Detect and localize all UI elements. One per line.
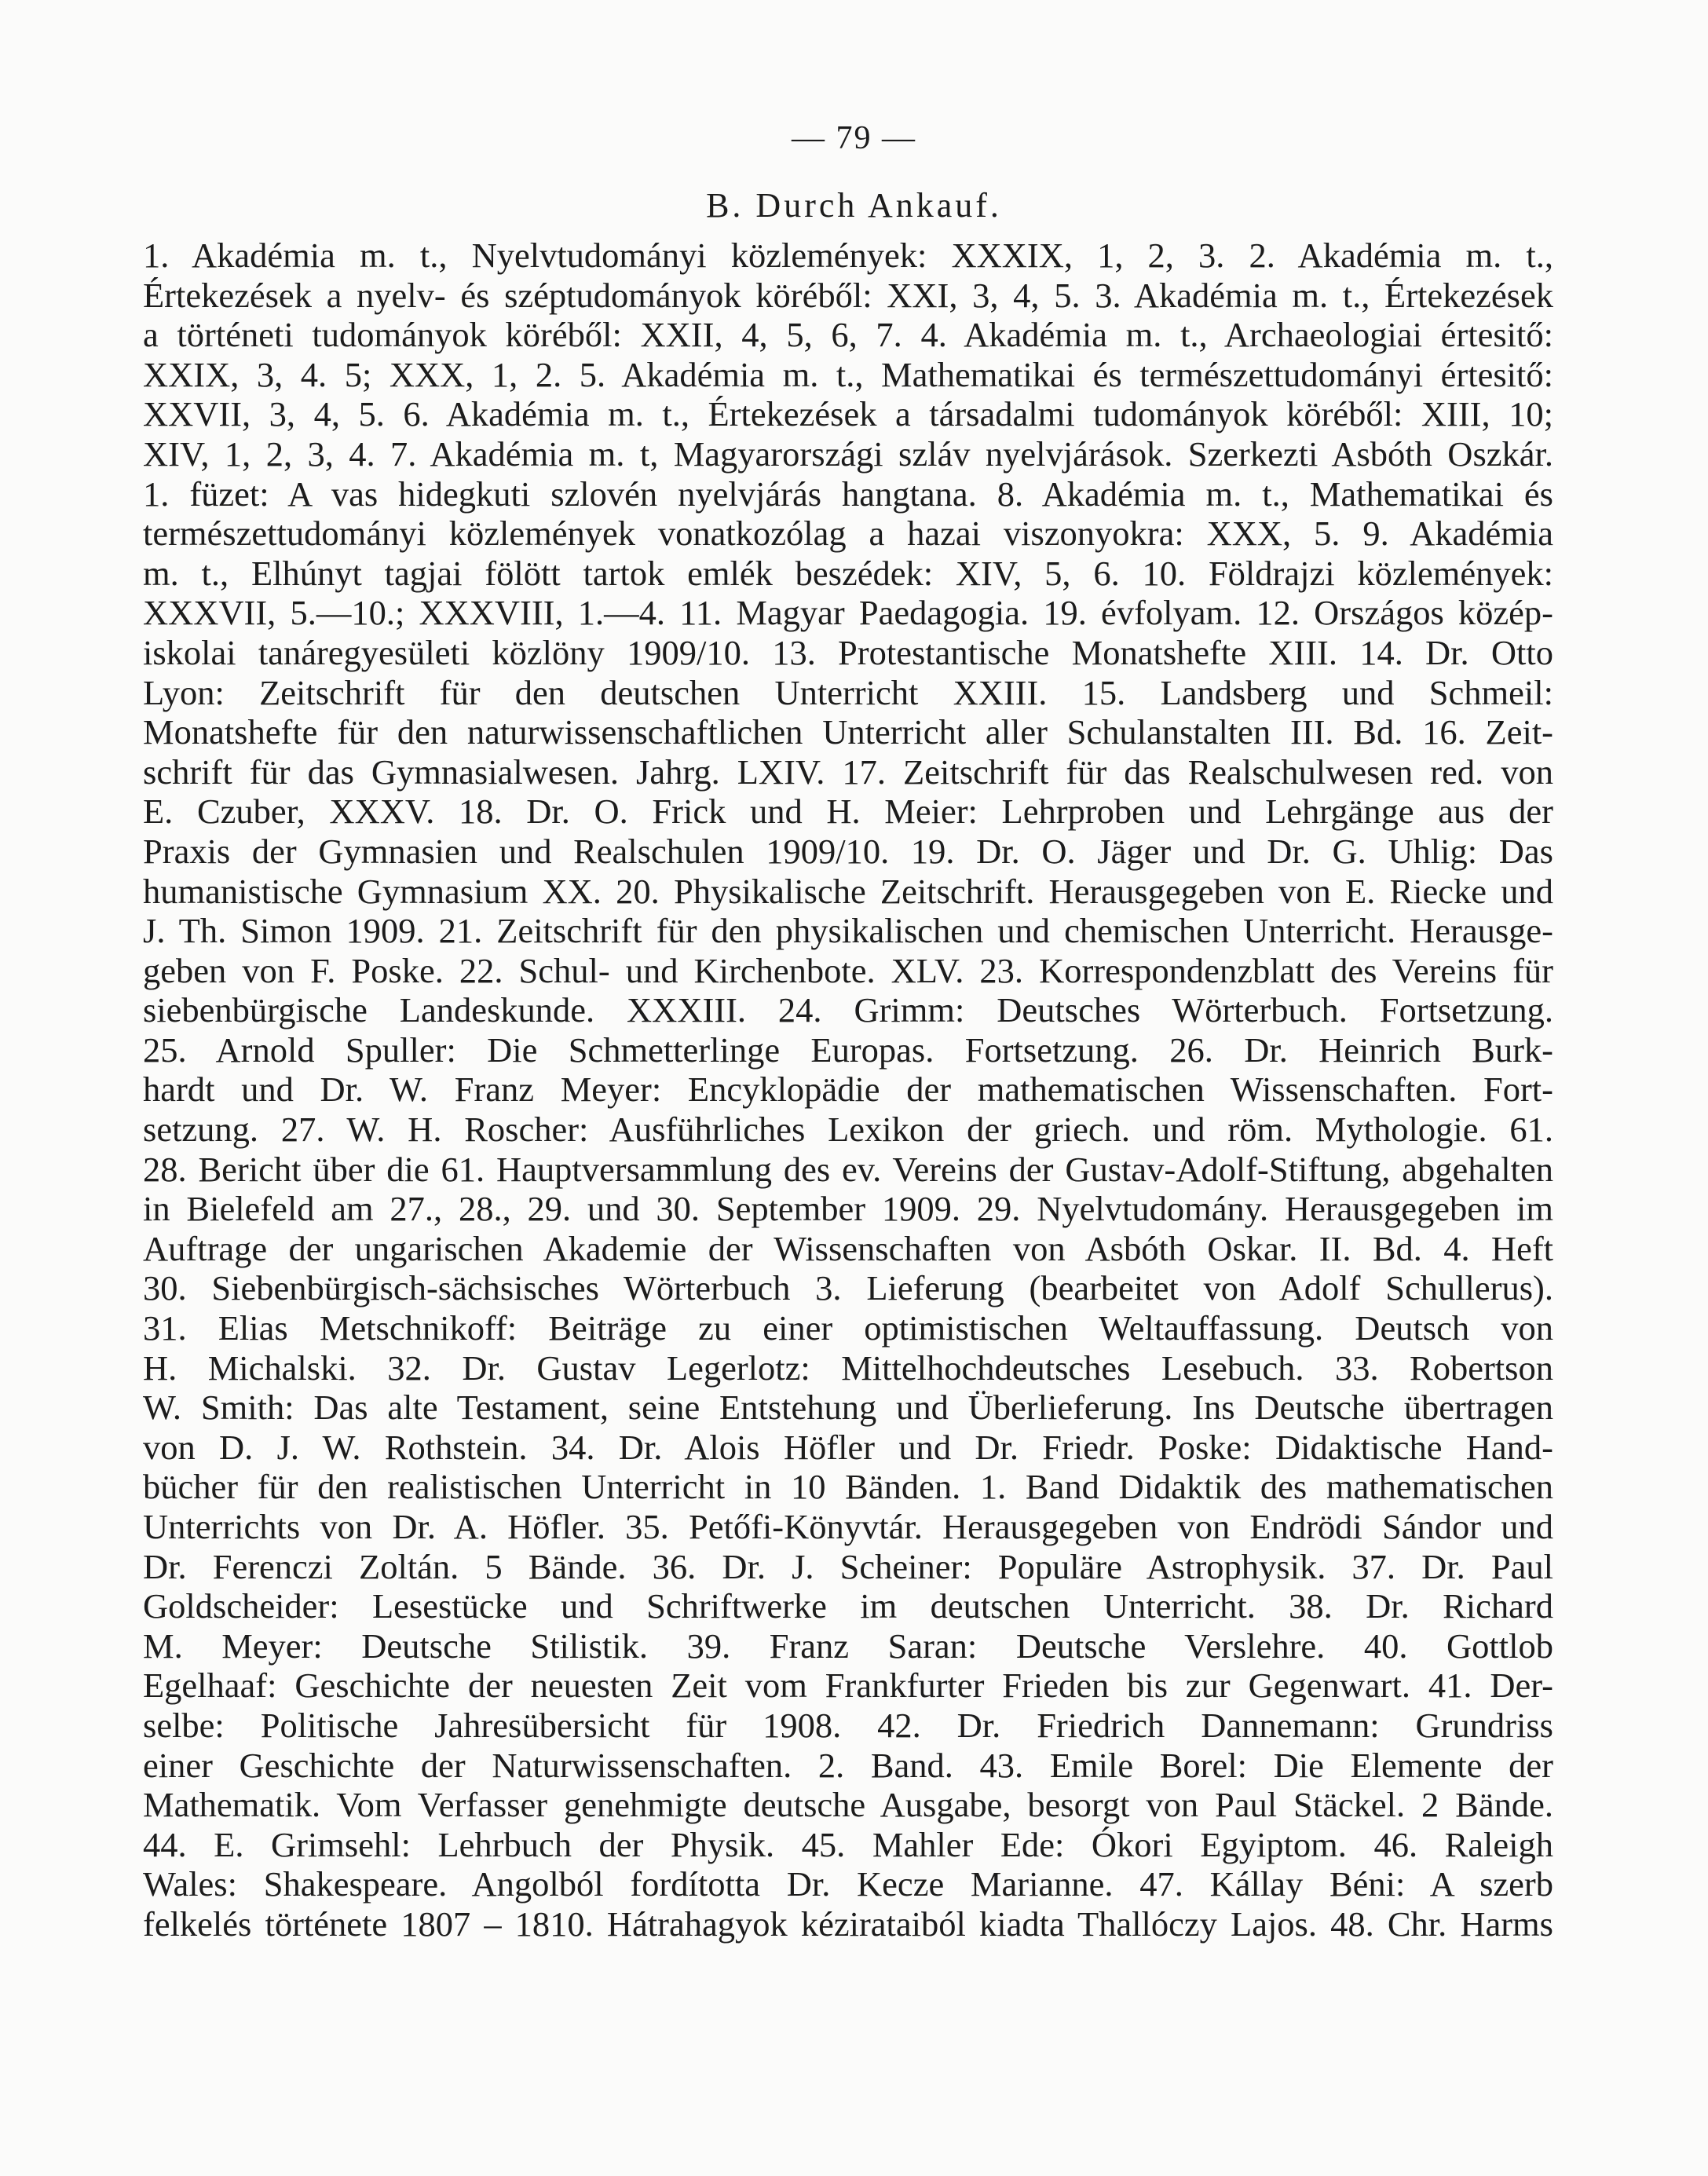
body-text	[143, 236, 1553, 1944]
text-line: XIV, 1, 2, 3, 4. 7. Akadémia m. t, Magyarországi szláv nyelvjárások. Szerkezti Asbóth Oszkár.	[143, 433, 1553, 474]
text-line: M. Meyer: Deutsche Stilistik. 39. Franz Saran: Deutsche Verslehre. 40. Gottlob	[143, 1626, 1553, 1666]
section-heading: B. Durch Ankauf.	[706, 186, 1002, 225]
text-line: XXIX, 3, 4. 5; XXX, 1, 2. 5. Akadémia m. t., Mathematikai és természettudományi értesitő:	[143, 354, 1553, 394]
text-line: m. t., Elhúnyt tagjai fölött tartok emlék beszédek: XIV, 5, 6. 10. Földrajzi közlemények:	[143, 553, 1553, 593]
text-line: siebenbürgische Landeskunde. XXXIII. 24. Grimm: Deutsches Wörterbuch. Fortsetzung.	[143, 990, 1553, 1030]
text-line: humanistische Gymnasium XX. 20. Physikalische Zeitschrift. Herausgegeben von E. Riecke und	[143, 871, 1553, 911]
text-line: hardt und Dr. W. Franz Meyer: Encyklopädie der mathematischen Wissenschaften. Fort-	[143, 1070, 1553, 1110]
text-line: XXVII, 3, 4, 5. 6. Akadémia m. t., Értekezések a társadalmi tudományok köréből: XIII, 10;	[143, 394, 1553, 434]
text-line: 30. Siebenbürgisch-sächsisches Wörterbuch 3. Lieferung (bearbeitet von Adolf Schullerus).	[143, 1268, 1553, 1308]
text-line: 31. Elias Metschnikoff: Beiträge zu einer optimistischen Weltauffassung. Deutsch von	[143, 1308, 1553, 1348]
text-line: geben von F. Poske. 22. Schul- und Kirchenbote. XLV. 23. Korrespondenzblatt des Vereins für	[143, 950, 1553, 990]
text-line: iskolai tanáregyesületi közlöny 1909/10. 13. Protestantische Monatshefte XIII. 14. Dr. Otto	[143, 632, 1553, 672]
text-line: Monatshefte für den naturwissenschaftlichen Unterricht aller Schulanstalten III. Bd. 16. Zeit-	[143, 712, 1553, 752]
text-line: 25. Arnold Spuller: Die Schmetterlinge Europas. Fortsetzung. 26. Dr. Heinrich Burk-	[143, 1029, 1553, 1070]
text-line: 1. füzet: A vas hidegkuti szlovén nyelvjárás hangtana. 8. Akadémia m. t., Mathematikai és	[143, 474, 1553, 514]
text-line: Dr. Ferenczi Zoltán. 5 Bände. 36. Dr. J. Scheiner: Populäre Astrophysik. 37. Dr. Paul	[143, 1546, 1553, 1586]
text-line: felkelés története 1807 – 1810. Hátrahagyok kézirataiból kiadta Thallóczy Lajos. 48. Chr. Harms	[143, 1904, 1553, 1944]
text-line: W. Smith: Das alte Testament, seine Entstehung und Überlieferung. Ins Deutsche übertragen	[143, 1388, 1553, 1428]
text-line: Mathematik. Vom Verfasser genehmigte deutsche Ausgabe, besorgt von Paul Stäckel. 2 Bände.	[143, 1785, 1553, 1825]
text-line: 1. Akadémia m. t., Nyelvtudományi közlemények: XXXIX, 1, 2, 3. 2. Akadémia m. t.,	[143, 236, 1553, 275]
page-number: — 79 —	[792, 120, 916, 156]
text-line: Goldscheider: Lesestücke und Schriftwerke im deutschen Unterricht. 38. Dr. Richard	[143, 1586, 1553, 1626]
text-line: 28. Bericht über die 61. Hauptversammlung des ev. Vereins der Gustav-Adolf-Stiftung, abgehalten	[143, 1149, 1553, 1189]
text-line: bücher für den realistischen Unterricht in 10 Bänden. 1. Band Didaktik des mathematischen	[143, 1467, 1553, 1507]
text-line: Értekezések a nyelv- és széptudományok köréből: XXI, 3, 4, 5. 3. Akadémia m. t., Értekezések	[143, 275, 1553, 315]
text-line: selbe: Politische Jahresübersicht für 1908. 42. Dr. Friedrich Dannemann: Grundriss	[143, 1705, 1553, 1745]
text-line: in Bielefeld am 27., 28., 29. und 30. September 1909. 29. Nyelvtudomány. Herausgegeben im	[143, 1189, 1553, 1229]
text-line: XXXVII, 5.—10.; XXXVIII, 1.—4. 11. Magyar Paedagogia. 19. évfolyam. 12. Országos közép-	[143, 593, 1553, 633]
text-line: von D. J. W. Rothstein. 34. Dr. Alois Höfler und Dr. Friedr. Poske: Didaktische Hand-	[143, 1427, 1553, 1467]
text-line: természettudományi közlemények vonatkozólag a hazai viszonyokra: XXX, 5. 9. Akadémia	[143, 514, 1553, 554]
text-line: a történeti tudományok köréből: XXII, 4, 5, 6, 7. 4. Akadémia m. t., Archaeologiai értesitő:	[143, 315, 1553, 355]
text-line: E. Czuber, XXXV. 18. Dr. O. Frick und H. Meier: Lehrproben und Lehrgänge aus der	[143, 792, 1553, 832]
text-line: Wales: Shakespeare. Angolból fordította Dr. Kecze Marianne. 47. Kállay Béni: A szerb	[143, 1864, 1553, 1904]
text-line: Auftrage der ungarischen Akademie der Wissenschaften von Asbóth Oskar. II. Bd. 4. Heft	[143, 1228, 1553, 1268]
text-line: Egelhaaf: Geschichte der neuesten Zeit vom Frankfurter Frieden bis zur Gegenwart. 41. Der-	[143, 1666, 1553, 1706]
text-line: einer Geschichte der Naturwissenschaften. 2. Band. 43. Emile Borel: Die Elemente der	[143, 1745, 1553, 1785]
text-line: Praxis der Gymnasien und Realschulen 1909/10. 19. Dr. O. Jäger und Dr. G. Uhlig: Das	[143, 831, 1553, 871]
text-line: setzung. 27. W. H. Roscher: Ausführliches Lexikon der griech. und röm. Mythologie. 61.	[143, 1110, 1553, 1150]
text-line: schrift für das Gymnasialwesen. Jahrg. LXIV. 17. Zeitschrift für das Realschulwesen red. von	[143, 752, 1553, 792]
text-line: J. Th. Simon 1909. 21. Zeitschrift für den physikalischen und chemischen Unterricht. Herausge-	[143, 911, 1553, 951]
text-line: Unterrichts von Dr. A. Höfler. 35. Petőfi-Könyvtár. Herausgegeben von Endrödi Sándor und	[143, 1507, 1553, 1546]
text-line: H. Michalski. 32. Dr. Gustav Legerlotz: Mittelhochdeutsches Lesebuch. 33. Robertson	[143, 1348, 1553, 1388]
text-line: Lyon: Zeitschrift für den deutschen Unterricht XXIII. 15. Landsberg und Schmeil:	[143, 672, 1553, 712]
text-line: 44. E. Grimsehl: Lehrbuch der Physik. 45. Mahler Ede: Ókori Egyiptom. 46. Raleigh	[143, 1824, 1553, 1864]
